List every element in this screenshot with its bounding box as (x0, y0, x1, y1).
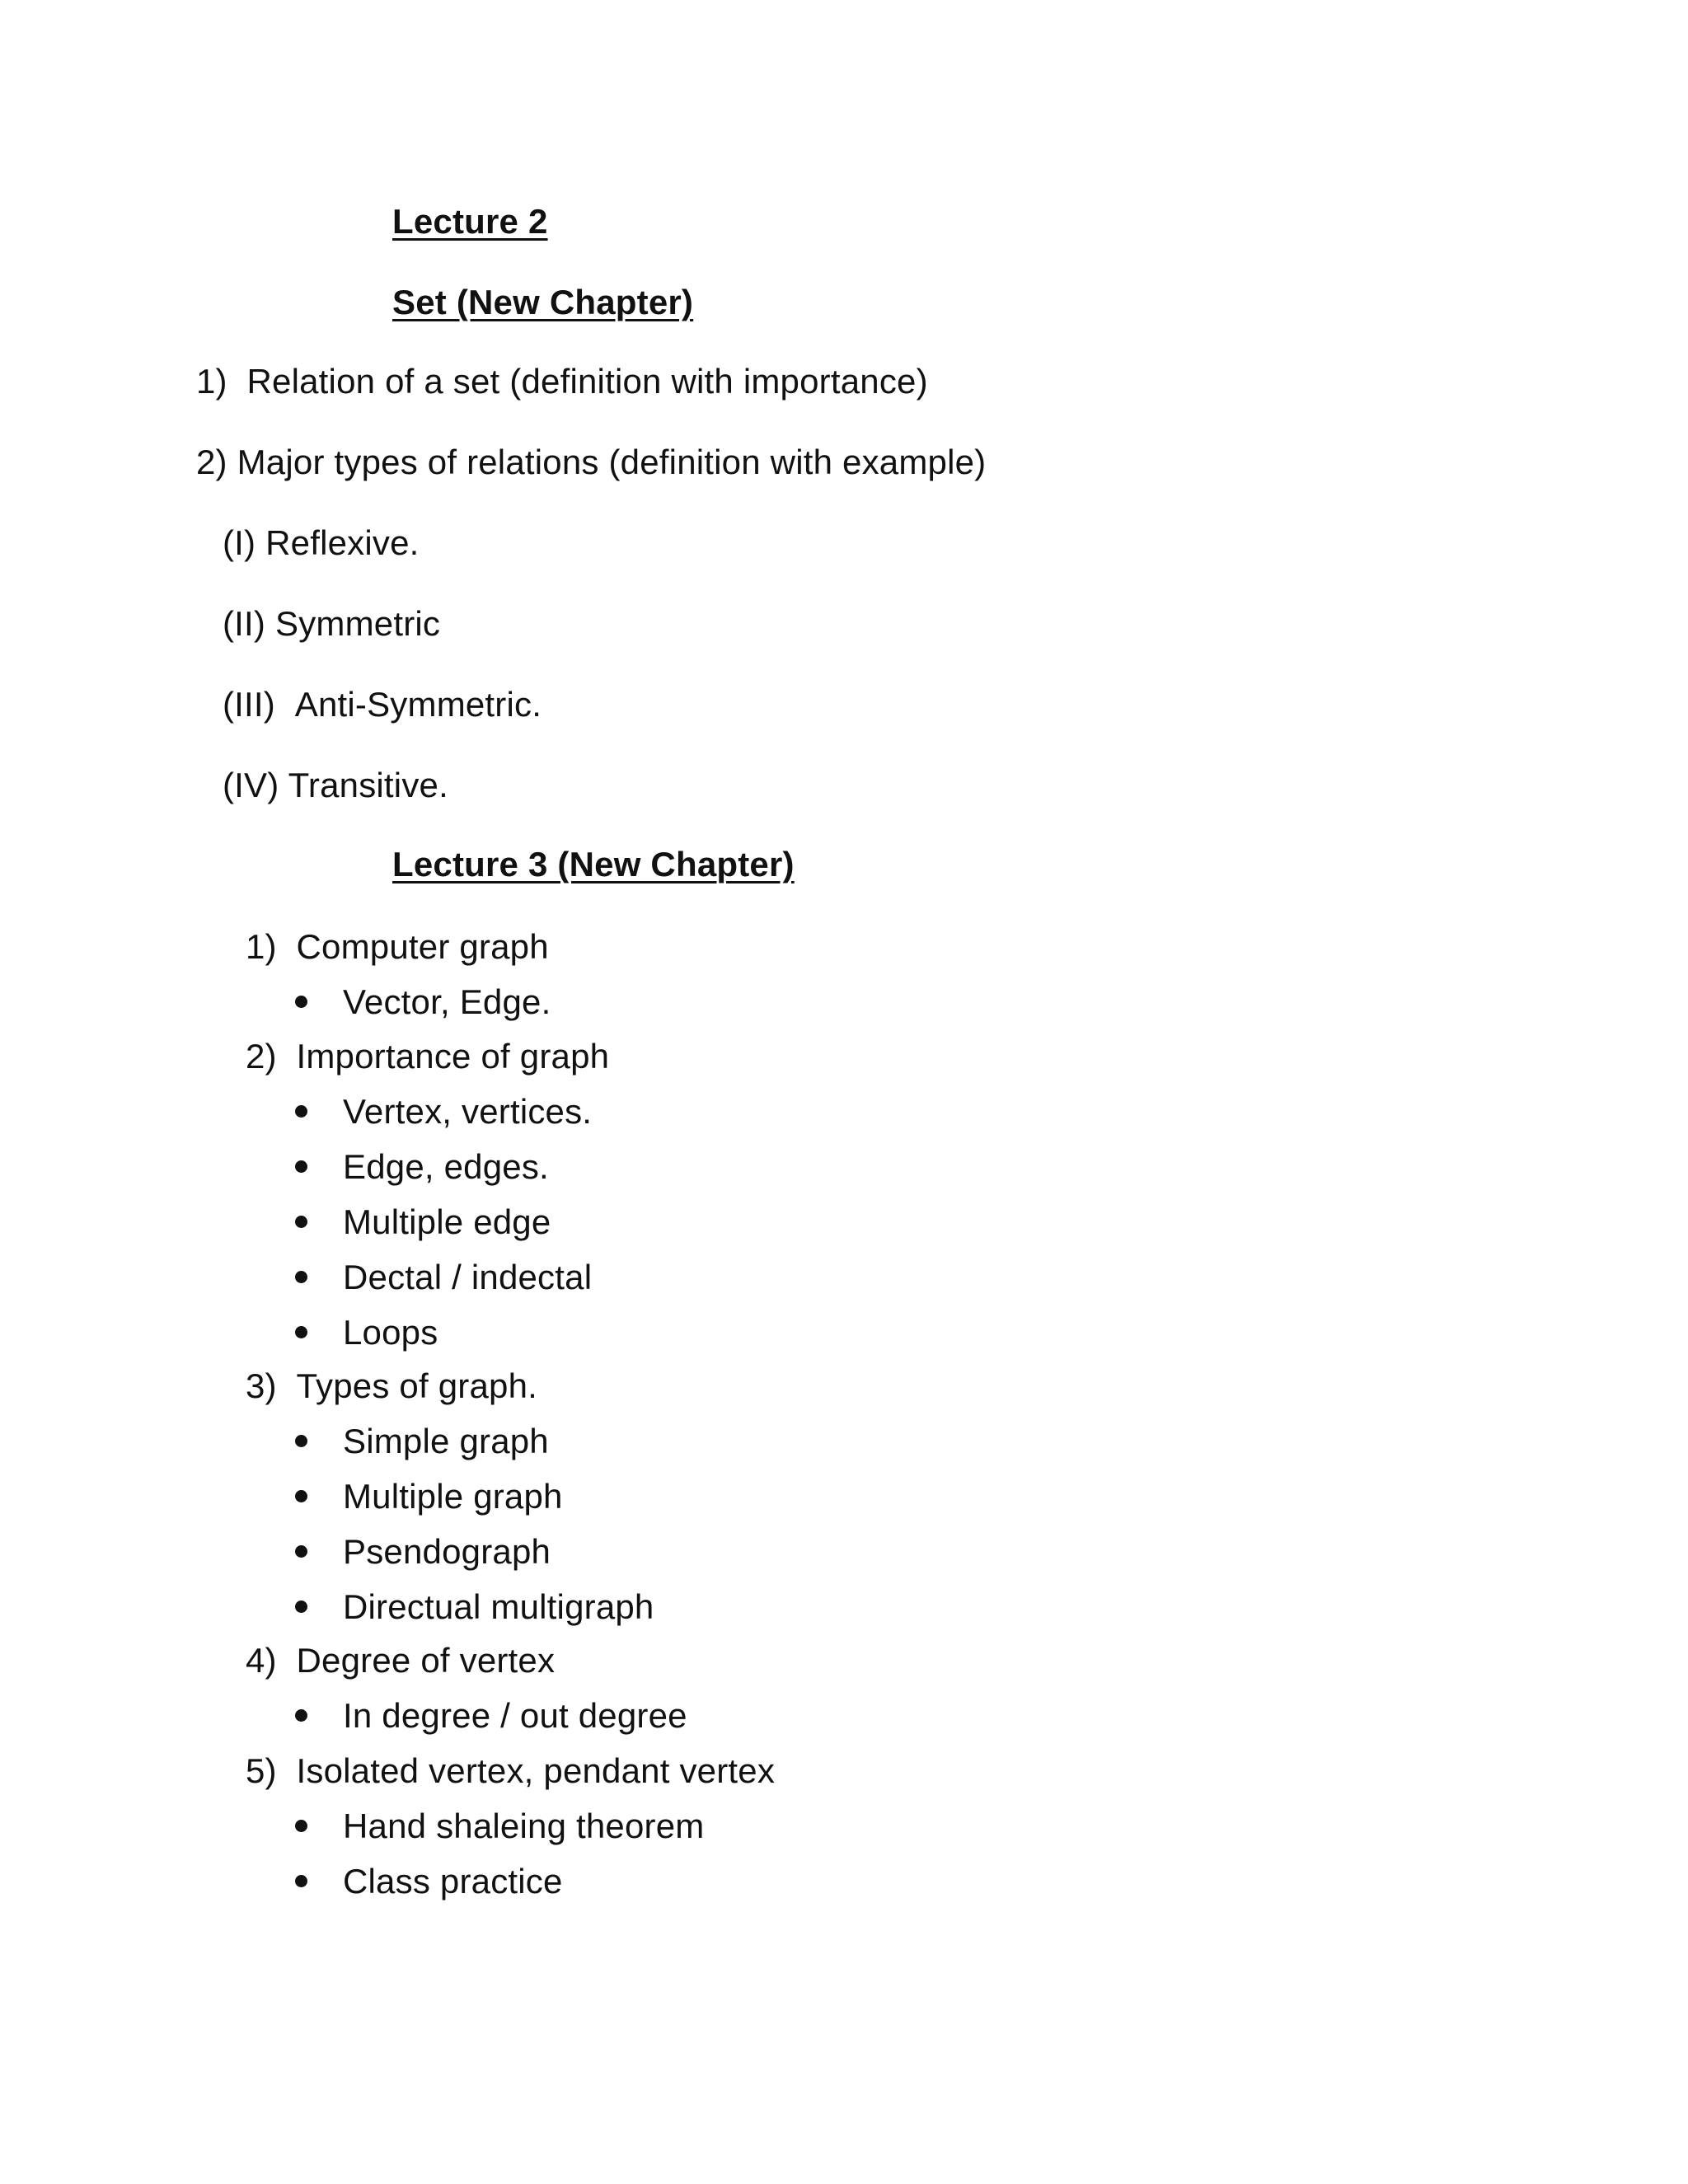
subitem-number: (II) (223, 604, 266, 643)
bullet-item: Psendograph (343, 1532, 551, 1571)
lecture-3-section (246, 1366, 537, 1407)
subitem-number: (IV) (223, 766, 279, 804)
lecture-2-subitem (223, 765, 448, 806)
bullet-item: Class practice (343, 1862, 563, 1900)
section-text: Types of graph. (296, 1366, 538, 1405)
section-number: 2) (246, 1037, 277, 1076)
item-text: Major types of relations (definition with example) (237, 443, 987, 481)
lecture-3-section (246, 926, 549, 968)
item-text: Relation of a set (definition with importance) (246, 362, 928, 401)
section-text: Importance of graph (296, 1037, 610, 1076)
lecture-3-section (246, 1640, 555, 1681)
subitem-text: Transitive. (288, 766, 448, 804)
section-number: 5) (246, 1751, 277, 1790)
section-number: 1) (246, 927, 277, 966)
bullet-item: Simple graph (343, 1422, 549, 1460)
lecture-3-title: Lecture 3 (New Chapter) (392, 845, 795, 883)
lecture-2-title: Lecture 2 (392, 202, 548, 241)
lecture-2-subitem (223, 603, 440, 644)
lecture-2-item (196, 442, 986, 483)
section-text: Degree of vertex (296, 1641, 556, 1680)
item-number: 1) (196, 362, 227, 401)
subitem-number: (I) (223, 523, 256, 562)
lecture-3-section (246, 1750, 775, 1792)
subitem-text: Anti-Symmetric. (294, 685, 542, 724)
bullet-item: Directual multigraph (343, 1587, 654, 1626)
lecture-2-item (196, 361, 928, 402)
section-number: 4) (246, 1641, 277, 1680)
bullet-item: Multiple edge (343, 1202, 551, 1241)
lecture-2-subitem (223, 684, 542, 725)
lecture-3-section (246, 1036, 609, 1077)
bullet-item: In degree / out degree (343, 1696, 687, 1735)
bullet-item: Loops (343, 1313, 438, 1352)
item-number: 2) (196, 443, 227, 481)
bullet-item: Dectal / indectal (343, 1258, 593, 1296)
bullet-item: Edge, edges. (343, 1147, 549, 1186)
subitem-text: Reflexive. (265, 523, 420, 562)
bullet-item: Vertex, vertices. (343, 1092, 593, 1131)
bullet-item: Hand shaleing theorem (343, 1807, 705, 1845)
bullet-item: Vector, Edge. (343, 982, 551, 1021)
lecture-2-subitem (223, 523, 420, 564)
subitem-text: Symmetric (275, 604, 441, 643)
section-number: 3) (246, 1366, 277, 1405)
section-text: Computer graph (296, 927, 549, 966)
lecture-2-subtitle: Set (New Chapter) (392, 283, 694, 321)
subitem-number: (III) (223, 685, 275, 724)
section-text: Isolated vertex, pendant vertex (296, 1751, 776, 1790)
bullet-item: Multiple graph (343, 1477, 563, 1516)
